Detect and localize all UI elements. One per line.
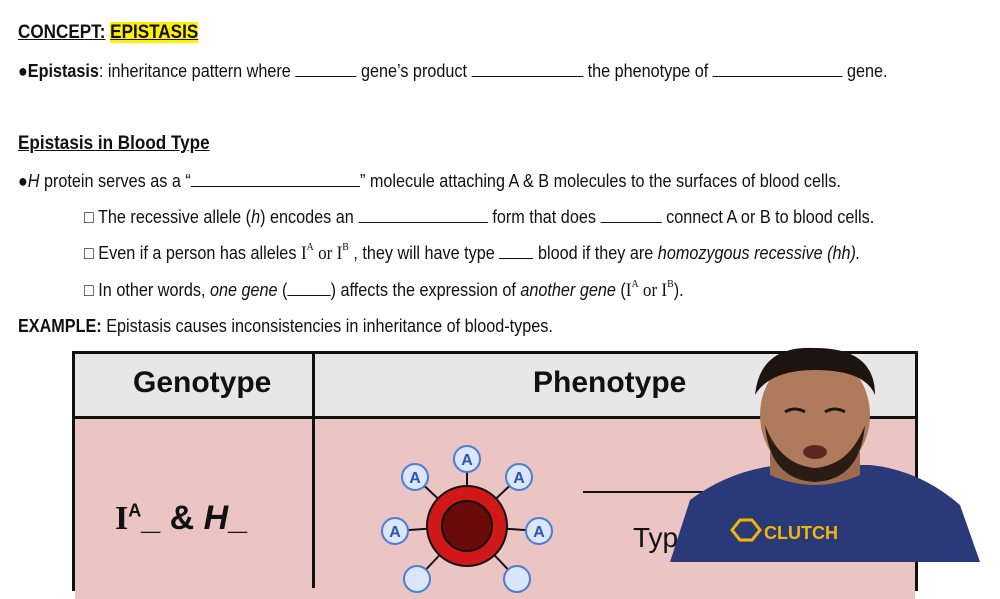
concept-heading — [18, 22, 218, 44]
sub-text: ( — [620, 280, 626, 300]
h-protein-text: protein serves as a “ — [44, 171, 191, 191]
concept-title: EPISTASIS — [110, 22, 199, 43]
checkbox-icon: □ — [84, 280, 94, 300]
svg-text:A: A — [513, 470, 525, 487]
header-genotype: Genotype — [133, 366, 272, 399]
allele-ia: I — [300, 243, 307, 264]
or-text: or — [318, 243, 333, 264]
header-phenotype: Phenotype — [533, 366, 687, 399]
definition-text: gene’s product — [360, 61, 467, 81]
checkbox-icon: □ — [84, 243, 94, 263]
sub-bullet-3 — [84, 280, 750, 302]
sub-text: In other words, — [98, 280, 206, 300]
genotype-end: _ — [228, 499, 248, 537]
blank-5[interactable] — [358, 208, 488, 223]
blank-4[interactable] — [191, 172, 360, 187]
blank-6[interactable] — [600, 208, 661, 223]
genotype-h: H — [203, 499, 229, 537]
allele-ib: I — [336, 243, 343, 264]
section-heading — [18, 133, 231, 155]
allele-ib-sup: B — [667, 278, 674, 290]
example-text: Epistasis causes inconsistencies in inheritance of blood-types. — [106, 316, 553, 336]
section-heading-text: Epistasis in Blood Type — [18, 133, 210, 154]
allele-ib: I — [661, 280, 668, 301]
sub-text: form that does — [492, 207, 596, 227]
example-line — [18, 316, 612, 337]
sub-italic: another gene — [520, 280, 616, 300]
genotype-i: I — [115, 500, 129, 537]
blank-3[interactable] — [713, 62, 843, 77]
sub-text: connect A or B to blood cells. — [666, 207, 875, 227]
definition-text: the phenotype of — [587, 61, 709, 81]
allele-ia-sup: A — [306, 241, 314, 253]
antigen-a-icon — [504, 566, 530, 592]
checkbox-icon: □ — [84, 207, 94, 227]
sub-text: The recessive allele ( — [98, 207, 252, 227]
blank-7[interactable] — [499, 244, 533, 259]
blank-1[interactable] — [295, 62, 356, 77]
sub-italic: one gene — [209, 280, 278, 300]
presenter-video — [650, 340, 1000, 562]
bullet: ● — [18, 61, 28, 81]
h-italic: H — [27, 171, 40, 191]
genotype-rest: _ & — [141, 499, 204, 537]
h-protein-text: ” molecule attaching A & B molecules to the surfaces of blood cells. — [359, 171, 841, 191]
allele-ib-sup: B — [342, 241, 349, 253]
svg-text:A: A — [409, 470, 421, 487]
genotype-sup: A — [128, 500, 142, 521]
phenotype-partial-label: Typ — [633, 522, 679, 553]
example-label: EXAMPLE: — [18, 316, 102, 336]
sub-text: , they will have type — [353, 243, 495, 263]
column-divider — [312, 354, 315, 588]
sub-bullet-2 — [84, 243, 947, 265]
sub-italic: homozygous recessive (hh). — [657, 243, 861, 263]
h-italic: h — [251, 207, 261, 227]
sub-text: ( — [282, 280, 288, 300]
definition-term: Epistasis — [27, 61, 99, 81]
blank-2[interactable] — [471, 62, 583, 77]
allele-ia: I — [625, 280, 632, 301]
concept-prefix: CONCEPT: — [18, 22, 106, 43]
svg-text:A: A — [533, 524, 545, 541]
blank-8[interactable] — [287, 281, 330, 296]
allele-ia-sup: A — [631, 278, 639, 290]
blood-cell-illustration — [375, 429, 565, 599]
clutch-logo-text: CLUTCH — [764, 523, 838, 543]
sub-text: ). — [673, 280, 684, 300]
definition-text: : inheritance pattern where — [98, 61, 291, 81]
definition-line — [18, 61, 984, 82]
genotype-cell — [115, 499, 247, 538]
sub-text: Even if a person has alleles — [98, 243, 297, 263]
sub-text: ) affects the expression of — [330, 280, 516, 300]
antigen-a-icon — [404, 566, 430, 592]
svg-text:A: A — [389, 524, 401, 541]
bullet: ● — [18, 171, 28, 191]
sub-text: ) encodes an — [260, 207, 354, 227]
sub-text: blood if they are — [538, 243, 654, 263]
h-protein-line — [18, 171, 932, 192]
definition-text: gene. — [846, 61, 888, 81]
svg-text:A: A — [461, 452, 473, 469]
or-text: or — [642, 280, 658, 301]
sub-bullet-1 — [84, 207, 962, 228]
